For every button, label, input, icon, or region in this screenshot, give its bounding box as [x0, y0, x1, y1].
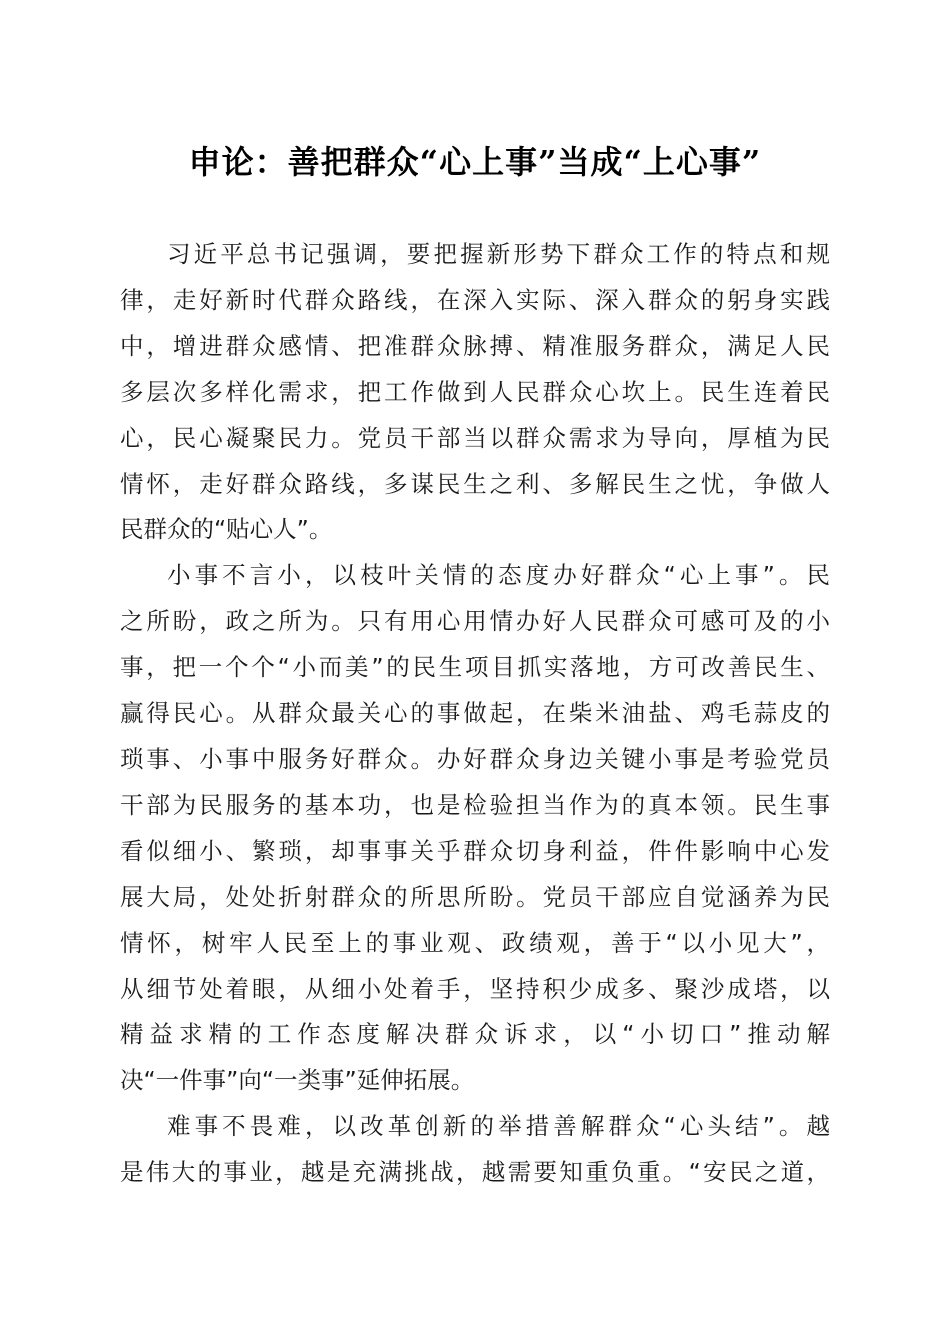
- paragraph: [120, 553, 830, 1104]
- text-line: 事，把一个个“小而美”的民生项目抓实落地，方可改善民生、: [120, 653, 830, 682]
- text-line: 琐事、小事中服务好群众。办好群众身边关键小事是考验党员: [120, 744, 830, 773]
- text-line: 之所盼，政之所为。只有用心用情办好人民群众可感可及的小: [120, 607, 830, 636]
- text-line: 民群众的“贴心人”。: [120, 515, 333, 544]
- text-line: 赢得民心。从群众最关心的事做起，在柴米油盐、鸡毛蒜皮的: [120, 699, 830, 728]
- paragraph: [120, 1104, 830, 1196]
- text-line: 干部为民服务的基本功，也是检验担当作为的真本领。民生事: [120, 790, 830, 819]
- text-line: 情怀，树牢人民至上的事业观、政绩观，善于“以小见大”，: [120, 928, 830, 957]
- text-line: 难事不畏难，以改革创新的举措善解群众“心头结”。越: [167, 1112, 830, 1141]
- text-line: 心，民心凝聚民力。党员干部当以群众需求为导向，厚植为民: [120, 423, 830, 452]
- text-line: 决“一件事”向“一类事”延伸拓展。: [120, 1066, 475, 1095]
- text-line: 从细节处着眼，从细小处着手，坚持积少成多、聚沙成塔，以: [120, 974, 830, 1003]
- text-line: 是伟大的事业，越是充满挑战，越需要知重负重。“安民之道，: [120, 1158, 830, 1187]
- paragraph: [120, 232, 830, 553]
- document-body: [120, 232, 830, 1196]
- text-line: 小事不言小，以枝叶关情的态度办好群众“心上事”。民: [167, 561, 830, 590]
- text-line: 展大局，处处折射群众的所思所盼。党员干部应自觉涵养为民: [120, 882, 830, 911]
- document-title: 申论：善把群众“心上事”当成“上心事”: [188, 143, 762, 181]
- text-line: 情怀，走好群众路线，多谋民生之利、多解民生之忧，争做人: [120, 469, 830, 498]
- text-line: 律，走好新时代群众路线，在深入实际、深入群众的躬身实践: [120, 285, 830, 314]
- text-line: 多层次多样化需求，把工作做到人民群众心坎上。民生连着民: [120, 377, 830, 406]
- text-line: 精益求精的工作态度解决群众诉求，以“小切口”推动解: [120, 1020, 830, 1049]
- text-line: 习近平总书记强调，要把握新形势下群众工作的特点和规: [167, 240, 830, 268]
- text-line: 中，增进群众感情、把准群众脉搏、精准服务群众，满足人民: [120, 331, 830, 360]
- text-line: 看似细小、繁琐，却事事关乎群众切身利益，件件影响中心发: [120, 836, 830, 865]
